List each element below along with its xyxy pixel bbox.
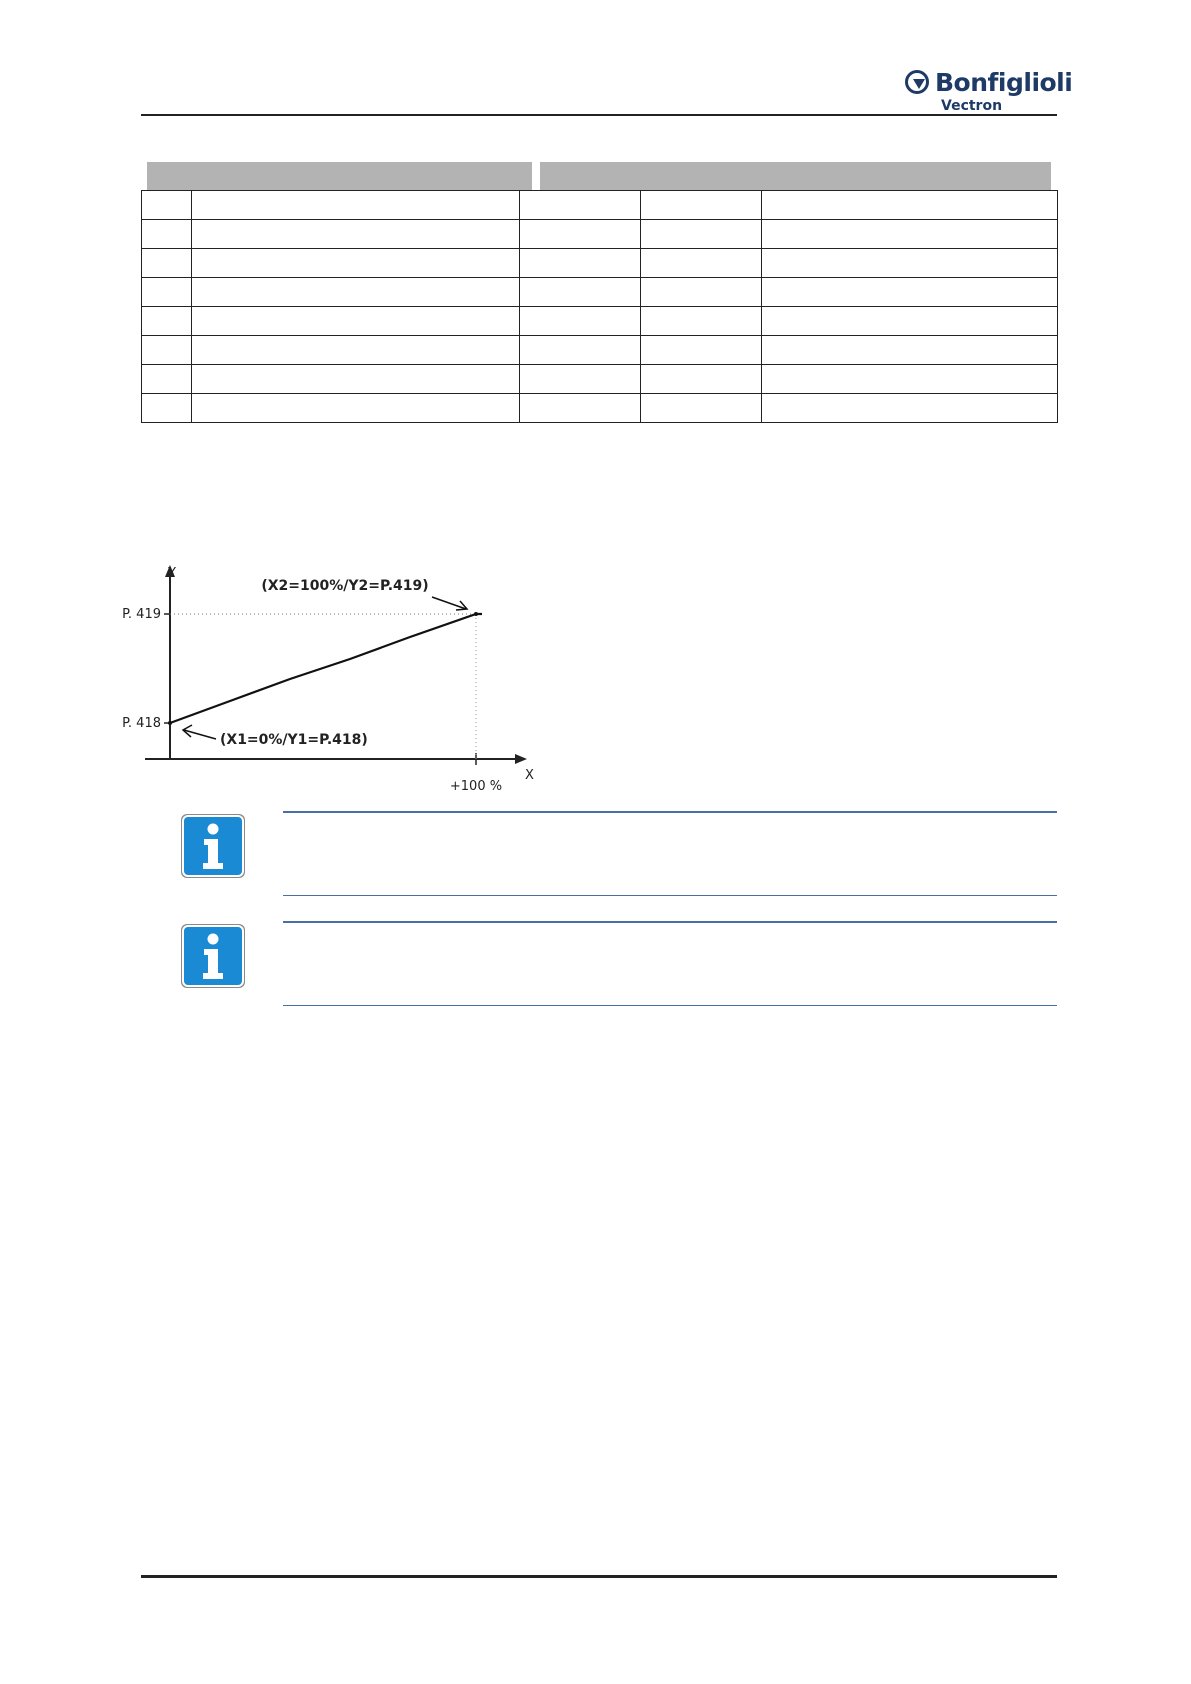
y-tick-label-low: P. 418 xyxy=(122,716,161,731)
table-cell xyxy=(520,394,641,423)
y-tick-label-high: P. 419 xyxy=(122,607,161,622)
brand-name: Bonfiglioli xyxy=(935,68,1073,97)
table-row xyxy=(142,278,1058,307)
table-cell xyxy=(762,365,1058,394)
table-cell xyxy=(520,278,641,307)
table-header-cell xyxy=(147,162,532,190)
table-row xyxy=(142,220,1058,249)
table-cell xyxy=(762,394,1058,423)
table-cell xyxy=(762,307,1058,336)
point-label-end: (X2=100%/Y2=P.419) xyxy=(261,578,429,594)
table-cell xyxy=(520,249,641,278)
footer-divider xyxy=(141,1575,1057,1578)
table-cell xyxy=(192,191,520,220)
table-row xyxy=(142,394,1058,423)
table-cell xyxy=(641,278,762,307)
table-cell xyxy=(192,307,520,336)
table-cell xyxy=(641,394,762,423)
table-cell xyxy=(142,365,192,394)
info-note xyxy=(180,921,1057,1007)
table-cell xyxy=(641,191,762,220)
table-cell xyxy=(142,191,192,220)
table-cell xyxy=(520,365,641,394)
note-bottom-rule xyxy=(283,895,1057,896)
table-cell xyxy=(520,220,641,249)
table-cell xyxy=(520,336,641,365)
x-tick-label: +100 % xyxy=(449,779,503,794)
data-point-start xyxy=(168,721,172,725)
table-cell xyxy=(142,307,192,336)
table-cell xyxy=(762,249,1058,278)
table-row xyxy=(142,336,1058,365)
table-cell xyxy=(641,249,762,278)
x-axis-name: X xyxy=(525,768,534,783)
table-header-cell xyxy=(540,162,1051,190)
logo-emblem-icon xyxy=(905,70,929,94)
table-row xyxy=(142,191,1058,220)
table-cell xyxy=(641,365,762,394)
table-cell xyxy=(192,278,520,307)
note-bottom-rule xyxy=(283,1005,1057,1006)
table-cell xyxy=(192,394,520,423)
table-cell xyxy=(762,191,1058,220)
table-cell xyxy=(142,394,192,423)
parameter-table xyxy=(141,190,1058,423)
table-cell xyxy=(520,307,641,336)
header-divider xyxy=(141,114,1057,116)
info-icon xyxy=(180,923,246,989)
characteristic-line xyxy=(170,614,482,723)
table-row xyxy=(142,365,1058,394)
table-cell xyxy=(192,365,520,394)
data-point-end xyxy=(474,612,478,616)
table-cell xyxy=(762,220,1058,249)
table-cell xyxy=(641,336,762,365)
note-top-rule xyxy=(283,921,1057,923)
table-cell xyxy=(520,191,641,220)
table-cell xyxy=(762,336,1058,365)
table-cell xyxy=(641,220,762,249)
table-cell xyxy=(142,278,192,307)
characteristic-chart xyxy=(122,565,540,795)
table-cell xyxy=(192,249,520,278)
point-label-start: (X1=0%/Y1=P.418) xyxy=(220,732,368,748)
info-icon xyxy=(180,813,246,879)
table-cell xyxy=(192,336,520,365)
table-row xyxy=(142,249,1058,278)
note-top-rule xyxy=(283,811,1057,813)
y-axis-name: Y xyxy=(168,566,176,581)
table-cell xyxy=(192,220,520,249)
table-cell xyxy=(142,336,192,365)
table-cell xyxy=(142,249,192,278)
brand-subtitle: Vectron xyxy=(941,98,1003,114)
table-cell xyxy=(142,220,192,249)
x-axis-arrow-icon xyxy=(515,754,527,764)
brand-logo xyxy=(905,68,1073,118)
info-note xyxy=(180,811,1057,897)
table-cell xyxy=(641,307,762,336)
table-row xyxy=(142,307,1058,336)
table-cell xyxy=(762,278,1058,307)
